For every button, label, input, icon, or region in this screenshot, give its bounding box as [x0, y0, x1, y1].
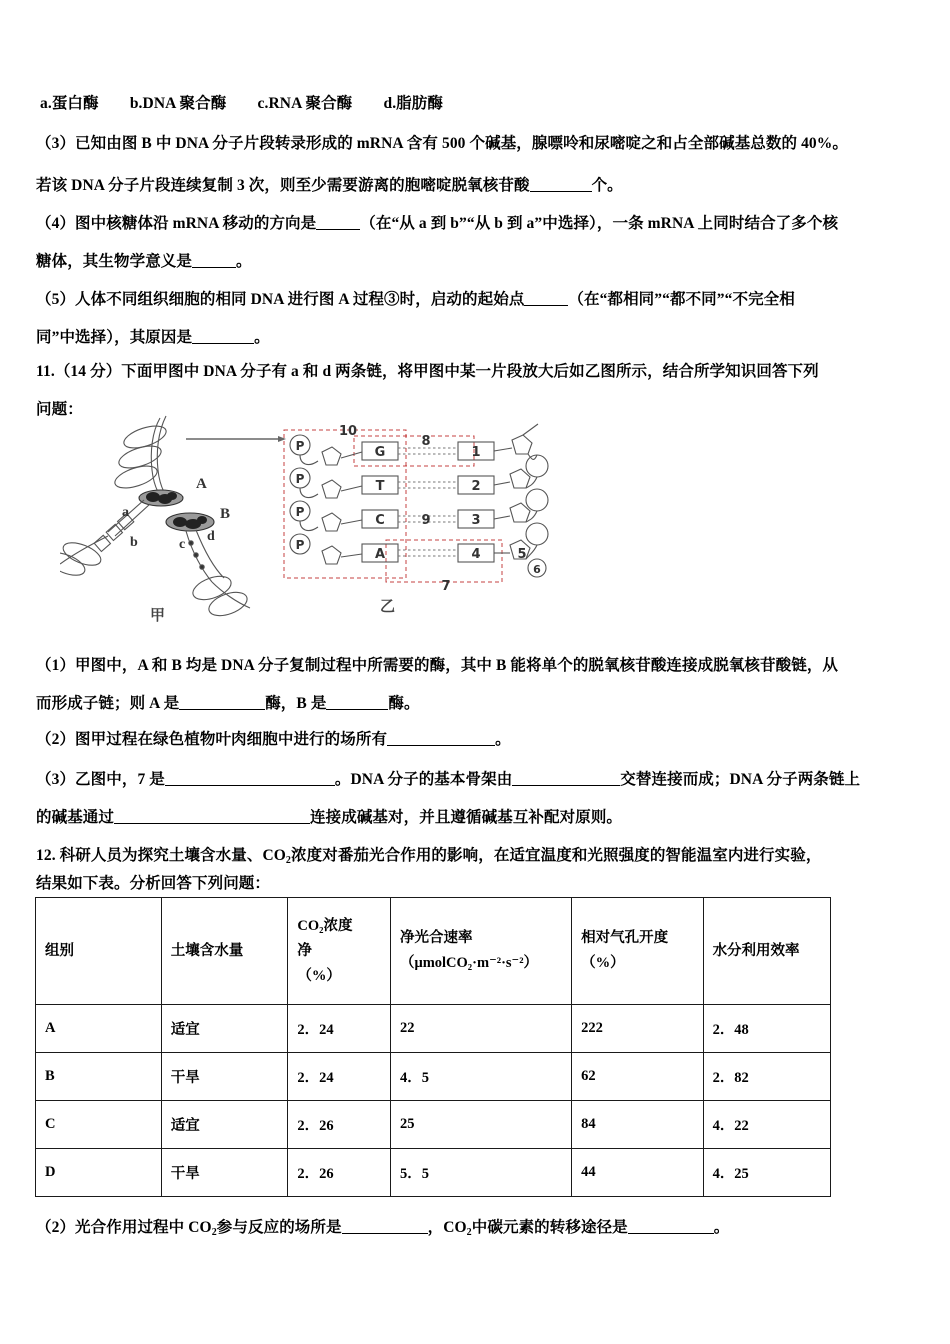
q10-part4-text-post: （在“从 a 到 b”“从 b 到 a”中选择），一条 mRNA 上同时结合了多个核: [360, 215, 839, 232]
figure-label-d: d: [207, 529, 215, 544]
table-row: [36, 1005, 831, 1053]
q12-part2-text-mid1: 参与反应的场所是: [216, 1219, 342, 1236]
answer-blank[interactable]: [387, 732, 495, 746]
cell-group: B: [36, 1053, 162, 1101]
q12-stem-line1: [36, 846, 821, 871]
magnify-arrow-head: [278, 436, 286, 442]
figure-caption-yi: 乙: [380, 599, 396, 615]
q10-part5-line2: [36, 328, 270, 348]
q12-part2-text-mid3: 中碳元素的转移途径是: [471, 1219, 628, 1236]
cell-net-photosynthesis: 4．5: [390, 1053, 571, 1101]
q10-part4b-text-pre: 糖体，其生物学意义是: [36, 253, 193, 270]
cell-soil-water: 干旱: [161, 1149, 288, 1197]
base-label-2: 2: [471, 479, 481, 494]
answer-blank[interactable]: [530, 178, 592, 192]
q11-part2-text-pre: （2）图甲过程在绿色植物叶肉细胞中进行的场所有: [36, 731, 388, 748]
answer-blank[interactable]: [524, 292, 568, 306]
q12-part2-sub-2: 2: [466, 1227, 472, 1238]
header-line-2: （%）: [581, 955, 625, 971]
cell-net-photosynthesis: 25: [390, 1101, 571, 1149]
q11-part1-line2: [36, 694, 420, 714]
table-header-cell-water-use-efficiency: [703, 898, 830, 1005]
q11-part3b-text-pre: 的碱基通过: [36, 809, 115, 826]
q12-part2-text-pre: （2）光合作用过程中 CO: [36, 1219, 212, 1236]
q12-stem-line2: 结果如下表。分析回答下列问题：: [36, 875, 271, 892]
cell-group: C: [36, 1101, 162, 1149]
header-line-3: （%）: [297, 967, 341, 984]
base-label-A: A: [374, 547, 386, 562]
cell-soil-water: 干旱: [161, 1053, 288, 1101]
header-line-2: 净: [297, 942, 312, 959]
q11-stem-line2: 问题：: [36, 401, 83, 418]
sugar-pentagon: [512, 435, 532, 454]
header-line-1: 水分利用效率: [712, 942, 800, 959]
sugar-pentagon: [322, 513, 341, 531]
cell-water-use-efficiency: 2．82: [703, 1053, 830, 1101]
q10-options-line: a.蛋白酶 b.DNA 聚合酶 c.RNA 聚合酶 d.脂肪酶: [40, 95, 443, 112]
cell-stomatal-opening: 62: [572, 1053, 703, 1101]
phosphate-circle: [526, 455, 548, 477]
table-row: [36, 1101, 831, 1149]
callout-label-7: 7: [441, 579, 451, 594]
dna-figure-svg: [60, 412, 560, 632]
base-label-G: G: [374, 445, 386, 460]
answer-blank[interactable]: [179, 696, 265, 710]
table-body: [36, 1005, 831, 1197]
figure-label-A: A: [196, 476, 207, 492]
q11-part1-text-pre: 而形成子链；则 A 是: [36, 695, 180, 712]
cell-net-photosynthesis: 5．5: [390, 1149, 571, 1197]
sugar-pentagon: [322, 480, 341, 498]
table-header-cell-soil-water: [161, 898, 288, 1005]
q11-part1-text-post: 酶。: [388, 695, 420, 712]
daughter-strand-cd: [186, 530, 250, 620]
table-head: [36, 898, 831, 1005]
q11-part3-text-post: 交替连接而成；DNA 分子两条链上: [620, 771, 861, 788]
q11-part3-line1: [36, 770, 860, 790]
phosphate-label-P: P: [295, 472, 305, 486]
q11-part3-text-pre: （3）乙图中，7 是: [36, 771, 165, 788]
cell-soil-water: 适宜: [161, 1101, 288, 1149]
cell-water-use-efficiency: 4．22: [703, 1101, 830, 1149]
callout-box-7: [386, 540, 502, 582]
figure-label-a: a: [122, 505, 129, 520]
q11-part3-text-mid: 。DNA 分子的基本骨架由: [334, 771, 513, 788]
q11-part1-line1: （1）甲图中，A 和 B 均是 DNA 分子复制过程中所需要的酶，其中 B 能将单个的脱氧核苷酸连接成脱氧核苷酸链，从: [36, 657, 839, 674]
callout-label-10: 10: [338, 424, 358, 439]
answer-blank[interactable]: [192, 254, 236, 268]
phosphate-label-P: P: [295, 439, 305, 453]
q10-part5-line1: [36, 290, 795, 310]
callout-label-9: 9: [421, 513, 431, 528]
answer-blank[interactable]: [512, 772, 620, 786]
answer-blank[interactable]: [165, 772, 335, 786]
table-header-cell-net-photosynthesis: [390, 898, 571, 1005]
q10-part5b-text-pre: 同”中选择），其原因是: [36, 329, 193, 346]
q11-part3-line2: [36, 808, 622, 828]
answer-blank[interactable]: [114, 810, 310, 824]
table-row: [36, 1053, 831, 1101]
base-label-T: T: [375, 479, 385, 494]
figure-label-B: B: [220, 506, 231, 522]
q12-part2-text-mid2: ，CO: [427, 1219, 467, 1236]
header-line-1: 净光合速率: [399, 930, 473, 946]
figure-label-c: c: [179, 537, 186, 552]
answer-blank[interactable]: [326, 696, 388, 710]
cell-soil-water: 适宜: [161, 1005, 288, 1053]
q10-part5b-text-post: 。: [254, 329, 270, 346]
q12-stem-text-1: 12. 科研人员为探究土壤含水量、CO: [36, 847, 286, 864]
table-header-cell-co2: [288, 898, 391, 1005]
q12-part2-line: [36, 1218, 729, 1243]
base-label-4: 4: [471, 547, 481, 562]
header-line-1: 相对气孔开度: [581, 930, 669, 946]
table-row: [36, 1149, 831, 1197]
q10-part4-text-pre: （4）图中核糖体沿 mRNA 移动的方向是: [36, 215, 317, 232]
q11-part1-text-mid: 酶，B 是: [265, 695, 327, 712]
nucleotide-diagram: [284, 424, 548, 594]
answer-blank[interactable]: [628, 1220, 714, 1234]
q10-part4b-text-post: 。: [236, 253, 252, 270]
cell-co2: 2．24: [288, 1005, 391, 1053]
q10-part5-text-post: （在“都相同”“都不同”“不完全相: [568, 291, 795, 308]
callout-box-8: [354, 436, 474, 466]
answer-blank[interactable]: [316, 216, 360, 230]
q10-part3-text-post: 个。: [591, 177, 623, 194]
cell-net-photosynthesis: 22: [390, 1005, 571, 1053]
q10-part3-text-pre: 若该 DNA 分子片段连续复制 3 次，则至少需要游离的胞嘧啶脱氧核苷酸: [36, 177, 530, 194]
q10-part3-line2: [36, 176, 623, 196]
phosphate-circle: [526, 523, 548, 545]
callout-label-6: 6: [533, 563, 541, 576]
q11-part3b-text-post: 连接成碱基对，并且遵循碱基互补配对原则。: [310, 809, 623, 826]
callout-label-5: 5: [517, 547, 527, 562]
sugar-pentagon: [322, 546, 341, 564]
experiment-data-table: [35, 897, 831, 1197]
q11-part2-text-post: 。: [495, 731, 511, 748]
q12-part2-sub-1: 2: [211, 1227, 217, 1238]
cell-group: D: [36, 1149, 162, 1197]
q12-part2-text-post: 。: [713, 1219, 730, 1236]
header-line-1: 组别: [45, 942, 74, 959]
cell-group: A: [36, 1005, 162, 1053]
cell-water-use-efficiency: 4．25: [703, 1149, 830, 1197]
callout-label-8: 8: [421, 434, 431, 449]
figure-caption-jia: 甲: [150, 608, 166, 624]
cell-stomatal-opening: 84: [572, 1101, 703, 1149]
parent-helix-upper: [112, 416, 168, 492]
q12-stem-text-2: 浓度对番茄光合作用的影响，在适宜温度和光照强度的智能温室内进行实验，: [291, 847, 822, 864]
base-label-C: C: [375, 513, 385, 528]
cell-stomatal-opening: 222: [572, 1005, 703, 1053]
q11-stem-line1: 11.（14 分）下面甲图中 DNA 分子有 a 和 d 两条链，将甲图中某一片段放大后如乙图所示，结合所学知识回答下列: [36, 363, 819, 380]
q12-stem-sub: 2: [285, 855, 292, 866]
answer-blank[interactable]: [192, 330, 254, 344]
figure-label-b: b: [130, 535, 138, 550]
enzyme-A-node: [139, 490, 183, 506]
q10-part4-line2: [36, 252, 252, 272]
q10-part5-text-pre: （5）人体不同组织细胞的相同 DNA 进行图 A 过程③时，启动的起始点: [36, 291, 525, 308]
cell-co2: 2．26: [288, 1101, 391, 1149]
cell-stomatal-opening: 44: [572, 1149, 703, 1197]
answer-blank[interactable]: [342, 1220, 428, 1234]
cell-co2: 2．26: [288, 1149, 391, 1197]
table-header-cell-group: [36, 898, 162, 1005]
base-label-1: 1: [471, 445, 481, 460]
cell-water-use-efficiency: 2．48: [703, 1005, 830, 1053]
phosphate-label-P: P: [295, 538, 305, 552]
table-header-row: [36, 898, 831, 1005]
header-line-2: （μmolCO₂·m⁻²·s⁻²）: [399, 955, 539, 971]
sugar-pentagon: [510, 469, 530, 488]
sugar-pentagon: [322, 447, 341, 465]
q10-part3-line1: （3）已知由图 B 中 DNA 分子片段转录形成的 mRNA 含有 500 个碱基，腺嘌呤和尿嘧啶之和占全部碱基总数的 40%。: [36, 135, 848, 152]
header-line-1: CO₂浓度: [297, 917, 353, 934]
phosphate-label-P: P: [295, 505, 305, 519]
dna-replication-figure: [60, 412, 560, 632]
q11-part2-line: [36, 730, 511, 750]
base-label-3: 3: [471, 513, 481, 528]
sugar-pentagon: [510, 503, 530, 522]
header-line-1: 土壤含水量: [170, 942, 244, 959]
table-header-cell-stomatal-opening: [572, 898, 703, 1005]
q10-part4-line1: [36, 214, 838, 234]
cell-co2: 2．24: [288, 1053, 391, 1101]
phosphate-circle: [526, 489, 548, 511]
